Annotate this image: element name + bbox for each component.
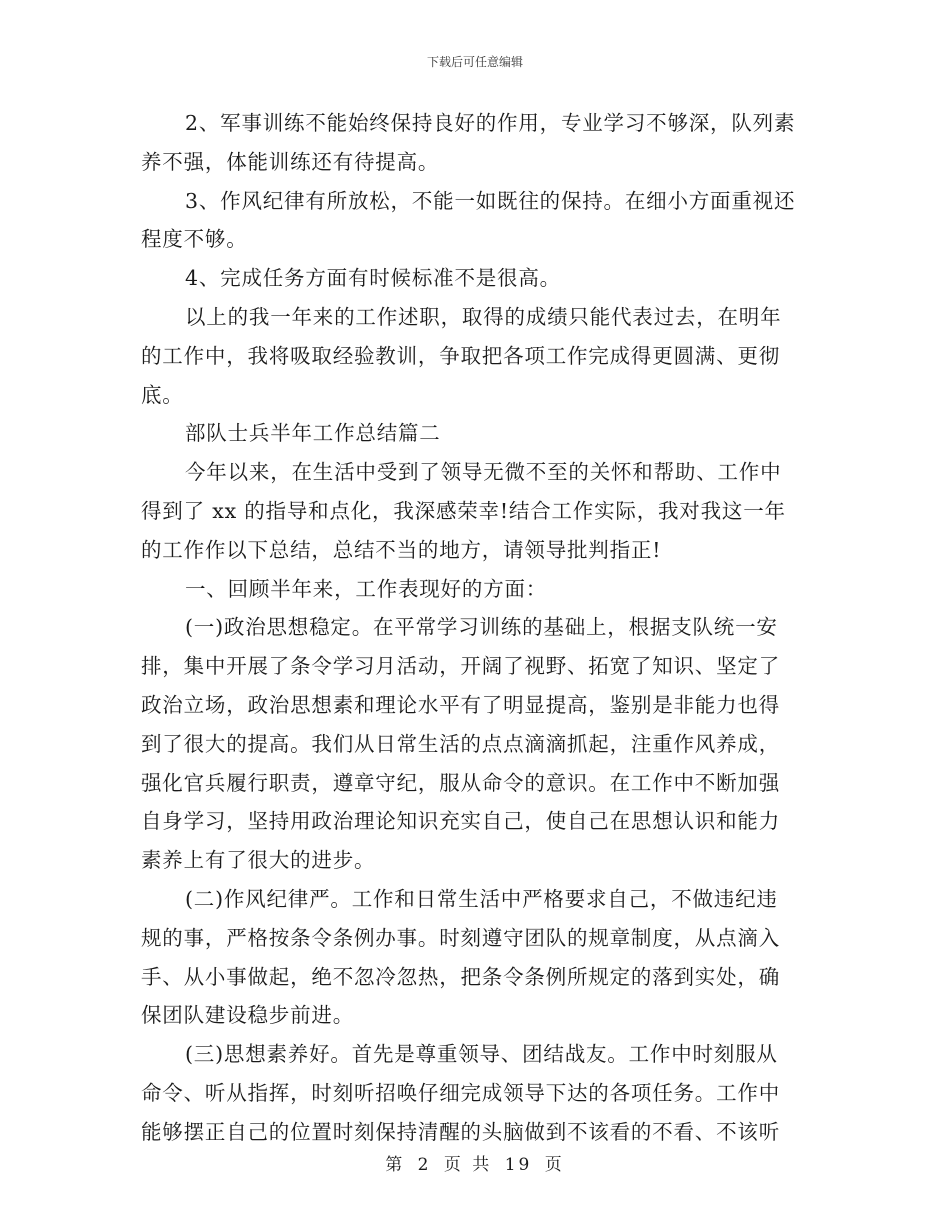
text-line: 命令、听从指挥，时刻听招唤仔细完成领导下达的各项任务。工作中 — [141, 1080, 780, 1105]
text-line: 2、军事训练不能始终保持良好的作用，专业学习不够深，队列素 — [185, 111, 796, 135]
text-line: 养不强，体能训练还有待提高。 — [141, 149, 440, 174]
text-line: 自身学习，坚持用政治理论知识充实自己，使自己在思想认识和能力 — [141, 809, 780, 834]
text-line: 3、作风纪律有所放松，不能一如既往的保持。在细小方面重视还 — [185, 188, 796, 213]
text-line: 一、回顾半年来，工作表现好的方面： — [185, 576, 548, 601]
text-line: 政治立场，政治思想素和理论水平有了明显提高，鉴别是非能力也得 — [141, 692, 780, 717]
text-line: (二)作风纪律严。工作和日常生活中严格要求自己，不做违纪违 — [185, 886, 778, 911]
text-line: 强化官兵履行职责，遵章守纪，服从命令的意识。在工作中不断加强 — [141, 770, 780, 795]
document-body — [141, 104, 813, 1152]
text-line: (一)政治思想稳定。在平常学习训练的基础上，根据支队统一安 — [185, 615, 778, 640]
text-line: 4、完成任务方面有时候标准不是很高。 — [185, 266, 561, 291]
text-line: 得到了 xx 的指导和点化，我深感荣幸!结合工作实际，我对我这一年 — [141, 498, 786, 523]
text-line: 的工作中，我将吸取经验教训，争取把各项工作完成得更圆满、更彻 — [141, 343, 780, 368]
text-line: 到了很大的提高。我们从日常生活的点点滴滴抓起，注重作风养成， — [141, 731, 780, 756]
text-line: 程度不够。 — [141, 227, 248, 252]
text-line: 能够摆正自己的位置时刻保持清醒的头脑做到不该看的不看、不该听 — [141, 1119, 780, 1144]
footer-prefix: 第 — [385, 1155, 406, 1175]
text-line: 以上的我一年来的工作述职，取得的成绩只能代表过去，在明年 — [185, 304, 782, 329]
footer-total-pages: 19 — [504, 1155, 533, 1175]
footer-middle: 页 共 — [443, 1155, 493, 1175]
text-line: 底。 — [141, 382, 184, 407]
text-line: 规的事，严格按条令条例办事。时刻遵守团队的规章制度，从点滴入 — [141, 925, 780, 950]
text-line: 排，集中开展了条令学习月活动，开阔了视野、拓宽了知识、坚定了 — [141, 654, 780, 679]
text-line: 手、从小事做起，绝不忽冷忽热，把条令条例所规定的落到实处，确 — [141, 964, 780, 989]
text-line: 素养上有了很大的进步。 — [141, 848, 376, 873]
text-line: 部队士兵半年工作总结篇二 — [185, 421, 441, 446]
text-line: (三)思想素养好。首先是尊重领导、团结战友。工作中时刻服从 — [185, 1042, 778, 1067]
text-line: 保团队建设稳步前进。 — [141, 1003, 354, 1028]
footer-suffix: 页 — [544, 1155, 565, 1175]
text-line: 的工作作以下总结，总结不当的地方，请领导批判指正! — [141, 537, 662, 562]
page-footer — [0, 1150, 950, 1175]
header-note: 下载后可任意编辑 — [426, 55, 523, 69]
text-line: 今年以来，在生活中受到了领导无微不至的关怀和帮助、工作中 — [185, 460, 782, 485]
footer-page-number: 2 — [417, 1155, 432, 1175]
